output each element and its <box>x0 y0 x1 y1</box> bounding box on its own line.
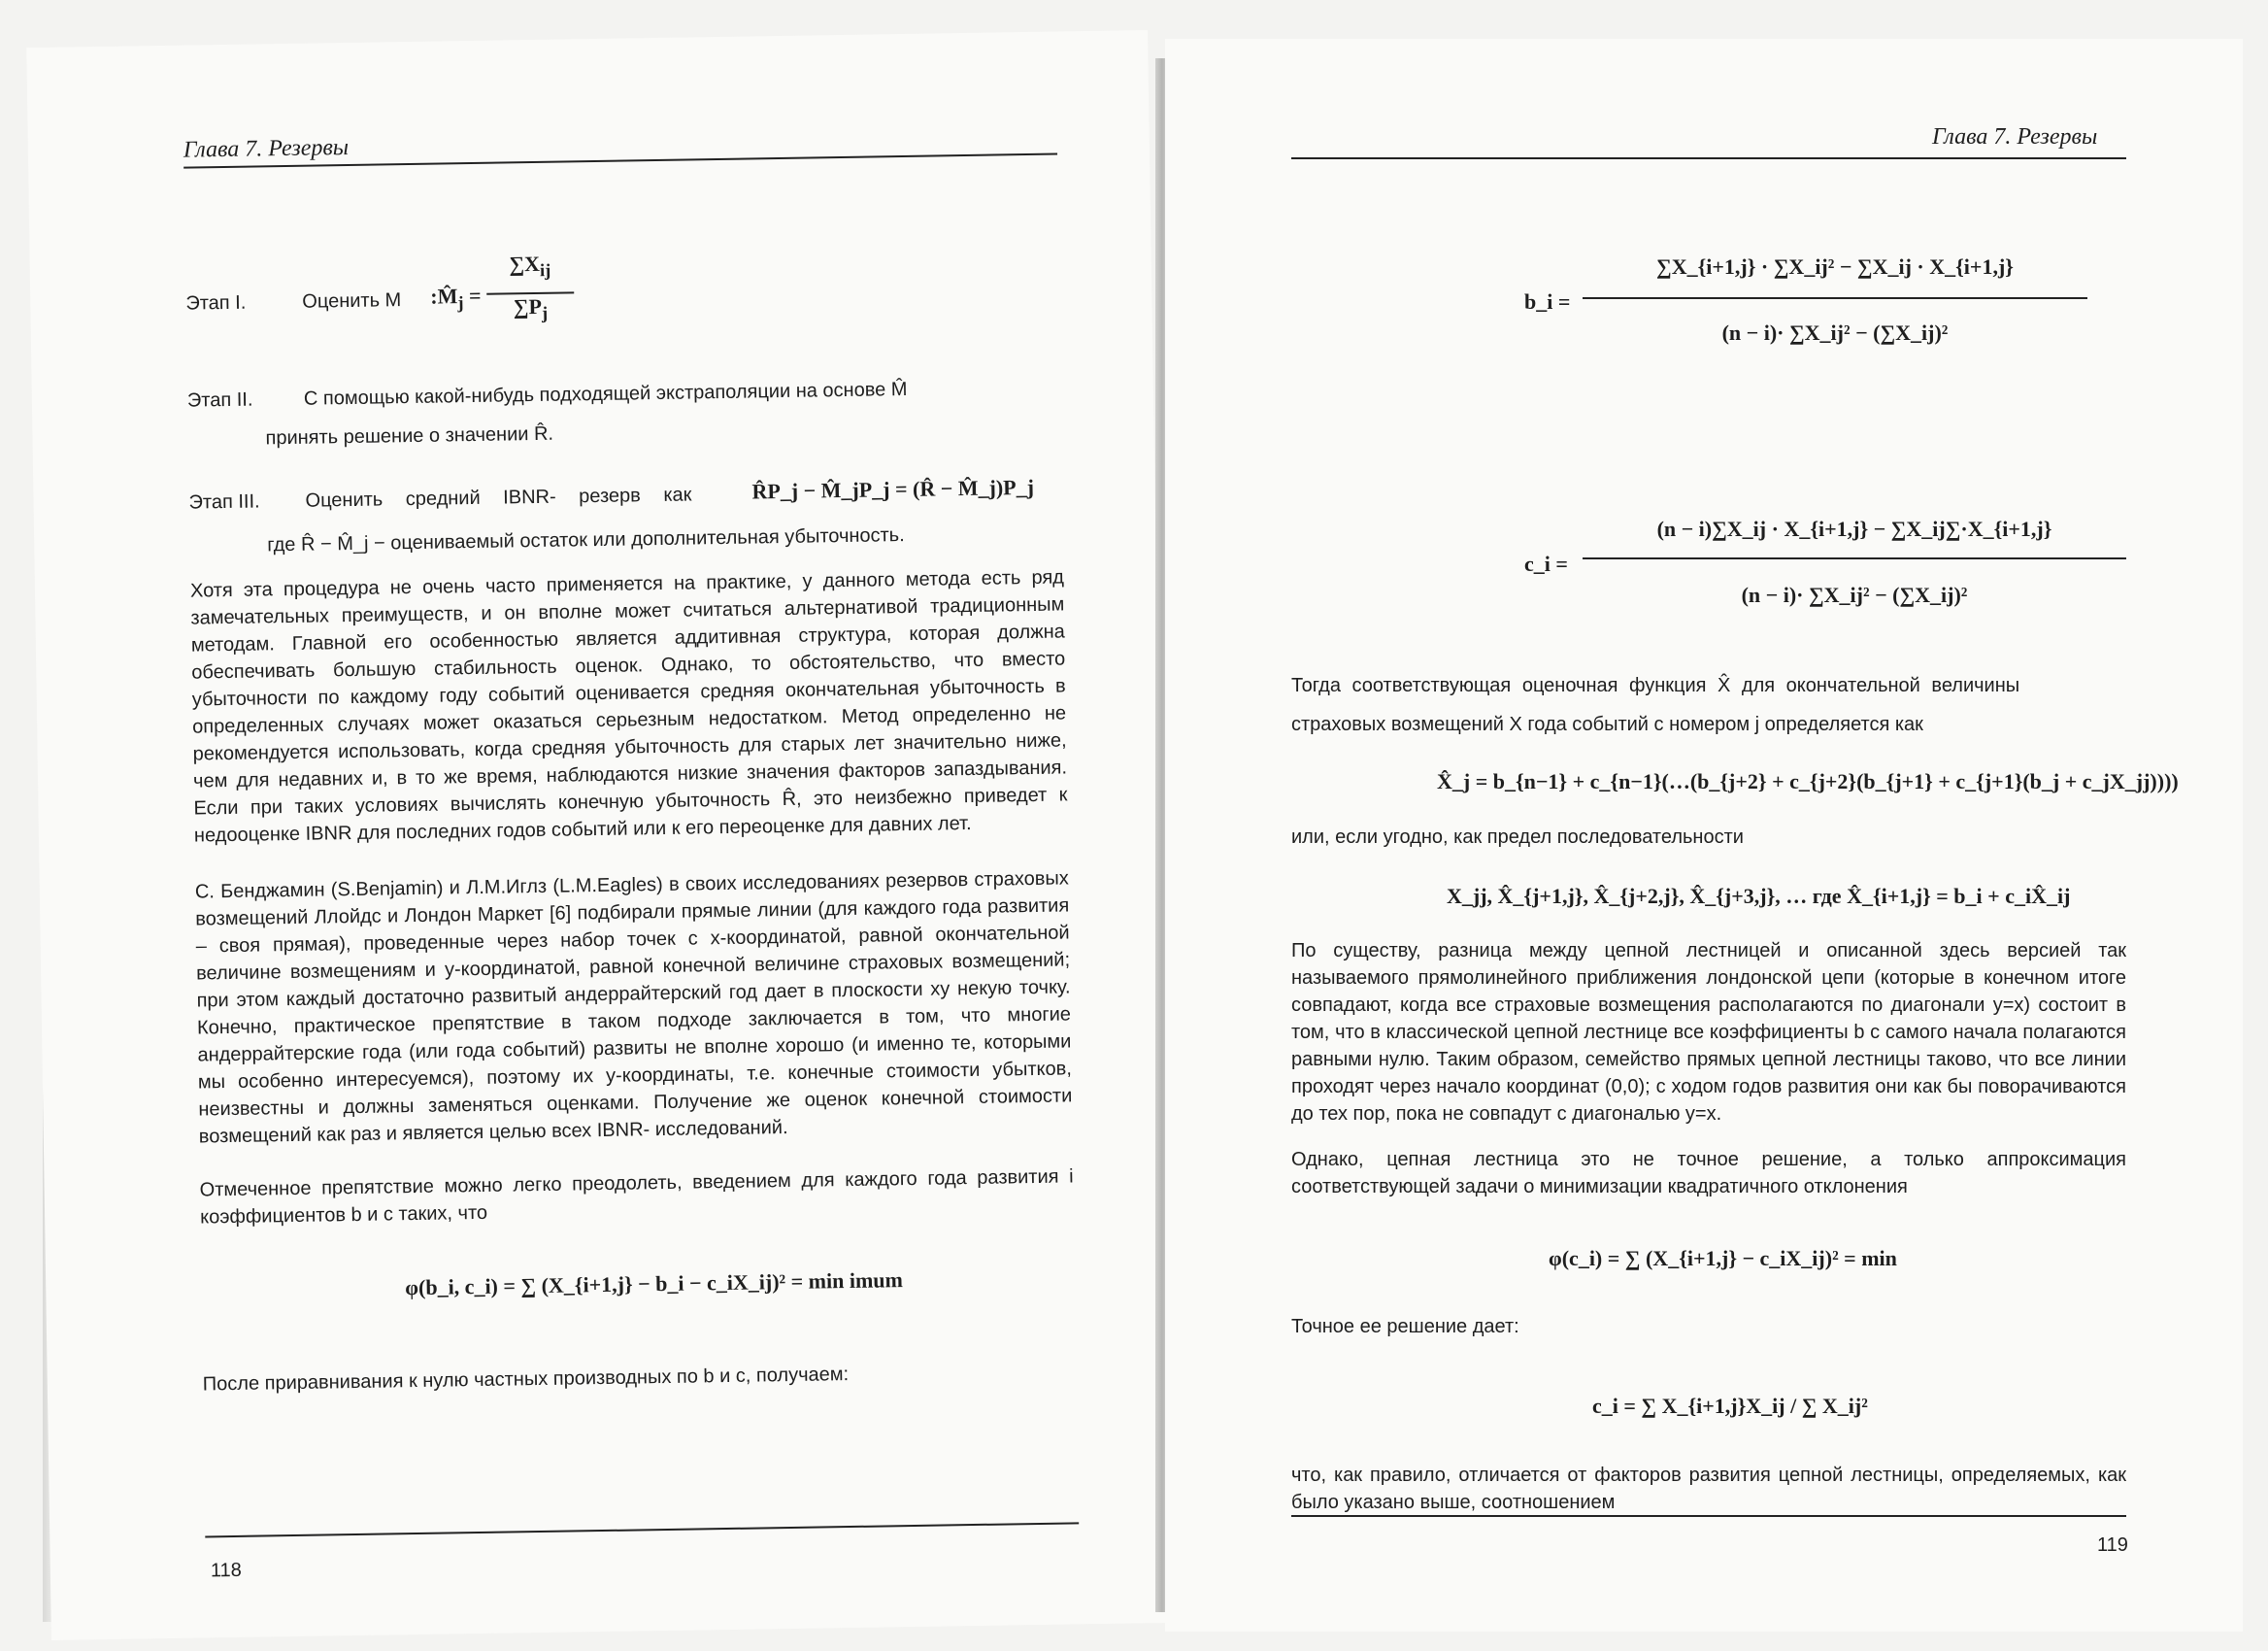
stage1-text: Оценить M <box>302 289 402 313</box>
stage1-formula-num: $\sum X_{ij}$ <box>509 251 551 281</box>
paragraph-3: Отмеченное препятствие можно легко преодолеть, введением для каждого года развития i коэффициентов b и c таких, что <box>199 1165 1074 1229</box>
stage2-text: С помощью какой-нибудь подходящей экстраполяции на основе M̂ <box>303 378 908 410</box>
page-number: 119 <box>2097 1534 2128 1556</box>
stage3-label: Этап III. <box>188 490 260 514</box>
stage3-text2: где R̂ − M̂_j − оцениваемый остаток или дополнительная убыточность. <box>267 524 905 556</box>
formula-x-hat: X̂_j = b_{n−1} + c_{n−1}(…(b_{j+2} + c_{j+2}(b_{j+1} + c_{j+1}(b_j + c_jX_jj)))) <box>1437 769 2179 793</box>
paragraph-4: После приравнивания к нулю частных производных по b и c, получаем: <box>202 1364 850 1396</box>
ci-numerator: (n − i)∑X_ij · X_{i+1,j} − ∑X_ij∑·X_{i+1,j} <box>1656 517 2052 541</box>
bi-lhs: b_i = <box>1524 289 1571 314</box>
paragraph-1: Тогда соответствующая оценочная функция X̂ для окончательной величины <box>1291 675 2020 696</box>
stage2-label: Этап II. <box>186 388 253 412</box>
page-header: Глава 7. Резервы <box>183 134 350 163</box>
formula-phi: φ(c_i) = ∑ (X_{i+1,j} − c_iX_ij)² = min <box>1549 1246 1897 1270</box>
stage1-label: Этап I. <box>185 291 247 315</box>
bi-numerator: ∑X_{i+1,j} · ∑X_ij² − ∑X_ij · X_{i+1,j} <box>1656 254 2014 279</box>
header-rule <box>1291 157 2126 159</box>
paragraph-3: По существу, разница между цепной лестницей и описанной здесь версией так называемого прямолинейного приближения лондонской цепи (которые в конечном итоге совпадают, когда все страховые возмещения располагаются по диагонали y=x) состоит в том, что в классической цепной лестнице все коэффициенты b с самого начала полагаются равными нулю. Таким образом, семейство прямых цепной лестницы таково, что все линии проходят через начало координат (0,0); с ходом годов развития они как бы поворачиваются до тех пор, пока не совпадут с диагональю y=x. <box>1291 940 2126 1125</box>
ci-lhs: c_i = <box>1524 552 1568 576</box>
page-header: Глава 7. Резервы <box>1932 124 2098 150</box>
paragraph-1b: страховых возмещений X года событий с номером j определяется как <box>1291 714 1923 735</box>
formula-ci-exact: c_i = ∑ X_{i+1,j}X_ij / ∑ X_ij² <box>1592 1394 1868 1418</box>
formula-sequence: X_jj, X̂_{j+1,j}, X̂_{j+2,j}, X̂_{j+3,j}, … где X̂_{i+1,j} = b_i + c_iX̂_ij <box>1447 884 2071 908</box>
bi-denominator: (n − i)· ∑X_ij² − (∑X_ij)² <box>1721 320 1949 345</box>
paragraph-2: С. Бенджамин (S.Benjamin) и Л.М.Иглз (L.M.Eagles) в своих исследованиях резервов страховых возмещений Ллойдс и Лондон Маркет [6] подбирали прямые линии (для каждого года развития – своя прямая), проведенные через набор точек с x-координатой, равной окончательной величине возмещениям и y-координатой, равной конечной величине страховых возмещений; при этом каждый достаточно развитый андеррайтерский год дает в плоскости xy некую точку. Конечно, практическое препятствие в таком подходе заключается в том, что многие андеррайтерские года (или года событий) развиты не вполне хорошо (и именно те, которыми мы особенно интересуемся), поэтому их y-координаты, т.е. конечные стоимости убытков, неизвестны и должны заменяться оценками. Получение же оценок конечной стоимости возмещений как раз и является целью всех IBNR- исследований. <box>194 867 1073 1148</box>
stage1-formula-lhs: $:M̂_j$ = <box>430 283 482 313</box>
stage3-formula: R̂P_j − M̂_jP_j = (R̂ − M̂_j)P_j <box>751 474 1035 504</box>
bi-frac-line <box>1583 297 2087 299</box>
paragraph-1: Хотя эта процедура не очень часто применяется на практике, у данного метода есть ряд замечательных преимуществ, и он вполне может считаться альтернативой традиционным методам. Главной его особенностью является аддитивная структура, которая должна обеспечивать большую стабильность оценок. Однако, то обстоятельство, что вместо убыточности по каждому году событий оценивается средняя окончательная убыточность в определенных случаях может оказаться серьезным недостатком. Метод определенно не рекомендуется использовать, когда средняя убыточность для старых лет значительно ниже, чем для недавних и, в то же время, наблюдаются низкие значения факторов запаздывания. Если при таких условиях вычислять конечную убыточность R̂, это неизбежно приведет к недооценке IBNR для последних годов событий или к его переоценке для давних лет. <box>189 566 1068 847</box>
footer-rule <box>205 1522 1079 1537</box>
right-page <box>1165 39 2243 1632</box>
formula-minimum: φ(b_i, c_i) = ∑ (X_{i+1,j} − b_i − c_iX_ij)² = min imum <box>405 1267 904 1300</box>
ci-frac-line <box>1583 557 2126 559</box>
left-page <box>26 30 1173 1640</box>
stage1-formula-den: $\sum P_j$ <box>513 293 549 323</box>
page-number: 118 <box>210 1559 242 1582</box>
paragraph-4: Однако, цепная лестница это не точное решение, а только аппроксимация соответствующей задачи о минимизации квадратичного отклонения <box>1291 1149 2126 1197</box>
footer-rule <box>1291 1515 2126 1517</box>
paragraph-2: или, если угодно, как предел последовательности <box>1291 826 1744 848</box>
paragraph-6: что, как правило, отличается от факторов развития цепной лестницы, определяемых, как было указано выше, соотношением <box>1291 1465 2126 1513</box>
stage3-text: Оценить средний IBNR- резерв как <box>305 484 692 512</box>
stage2-text2: принять решение о значении R̂. <box>265 422 554 450</box>
paragraph-5: Точное ее решение дает: <box>1291 1316 1519 1337</box>
ci-denominator: (n − i)· ∑X_ij² − (∑X_ij)² <box>1741 583 1968 607</box>
